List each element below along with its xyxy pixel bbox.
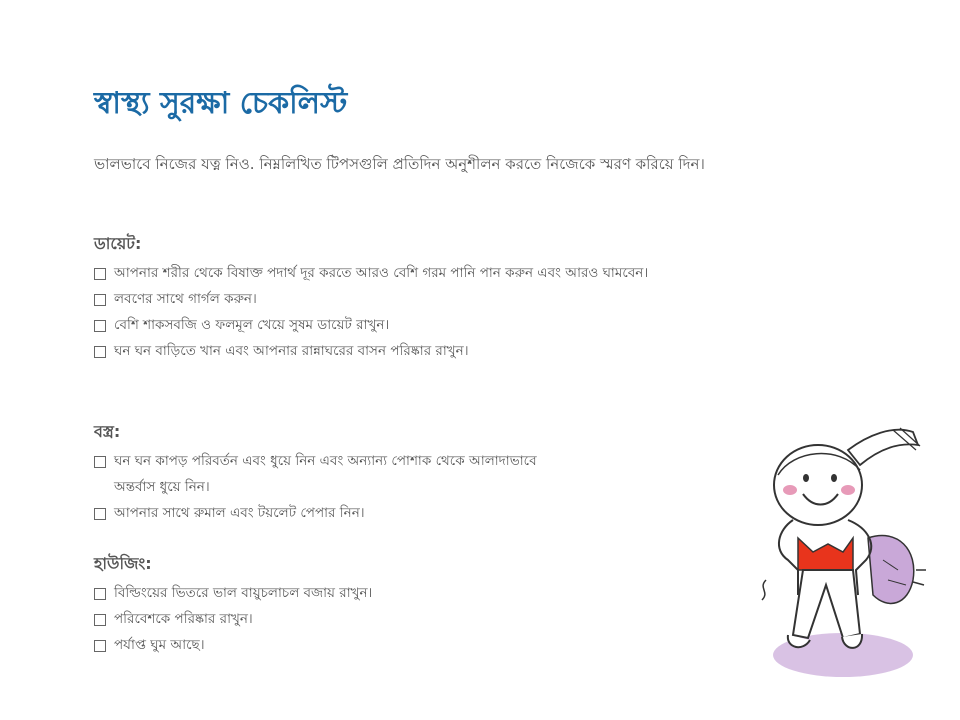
checklist-housing: [94, 580, 694, 658]
checkbox-icon[interactable]: [94, 456, 106, 468]
head: [774, 445, 862, 525]
checklist-item: [94, 286, 694, 312]
cartoon-girl-illustration: [748, 420, 938, 690]
section-clothes: [94, 420, 694, 526]
section-heading-housing: হাউজিং:: [94, 554, 152, 573]
checklist-item: [94, 580, 694, 606]
page-title: স্বাস্থ্য সুরক্ষা চেকলিস্ট: [94, 86, 348, 121]
checklist-item-text: ঘন ঘন বাড়িতে খান এবং আপনার রান্নাঘরের বাসন পরিষ্কার রাখুন।: [114, 343, 469, 359]
checklist-item-text: পর্যাপ্ত ঘুম আছে।: [114, 637, 205, 653]
bag-icon: [868, 536, 914, 604]
checklist-diet: [94, 260, 694, 364]
checkbox-icon[interactable]: [94, 640, 106, 652]
checkbox-icon[interactable]: [94, 614, 106, 626]
checklist-clothes: [94, 448, 694, 526]
section-diet: [94, 232, 694, 364]
section-heading-clothes: বস্ত্র:: [94, 422, 121, 441]
checklist-item-text: লবণের সাথে গার্গল করুন।: [114, 291, 257, 307]
checklist-item-text: বিল্ডিংয়ের ভিতরে ভাল বায়ুচলাচল বজায় রাখুন।: [114, 585, 373, 601]
checklist-item: [94, 448, 694, 500]
checklist-item: [94, 260, 694, 286]
checklist-item: [94, 606, 694, 632]
checklist-item-text: পরিবেশকে পরিষ্কার রাখুন।: [114, 611, 253, 627]
section-housing: [94, 552, 694, 658]
checklist-item: [94, 312, 694, 338]
checkbox-icon[interactable]: [94, 268, 106, 280]
checkbox-icon[interactable]: [94, 346, 106, 358]
checklist-item-text: ঘন ঘন কাপড় পরিবর্তন এবং ধুয়ে নিন এবং অন্যান্য পোশাক থেকে আলাদাভাবে অন্তর্বাস ধুয়ে নিন।: [114, 453, 537, 495]
checklist-item: [94, 338, 694, 364]
checkbox-icon[interactable]: [94, 320, 106, 332]
red-shirt: [798, 538, 853, 570]
checklist-item: [94, 500, 694, 526]
checklist-item-text: আপনার শরীর থেকে বিষাক্ত পদার্থ দূর করতে আরও বেশি গরম পানি পান করুন এবং আরও ঘামবেন।: [114, 265, 649, 281]
checklist-item-text: বেশি শাকসবজি ও ফলমূল খেয়ে সুষম ডায়েট রাখুন।: [114, 317, 390, 333]
checklist-item-text: আপনার সাথে রুমাল এবং টয়লেট পেপার নিন।: [114, 505, 365, 521]
checkbox-icon[interactable]: [94, 294, 106, 306]
checklist-item: [94, 632, 694, 658]
cheek-left: [783, 485, 797, 495]
checkbox-icon[interactable]: [94, 508, 106, 520]
section-heading-diet: ডায়েট:: [94, 234, 142, 253]
intro-text: ভালভাবে নিজের যত্ন নিও. নিম্নলিখিত টিপসগুলি প্রতিদিন অনুশীলন করতে নিজেকে স্মরণ করিয়ে দিন।: [94, 155, 705, 173]
cheek-right: [841, 485, 855, 495]
checkbox-icon[interactable]: [94, 588, 106, 600]
